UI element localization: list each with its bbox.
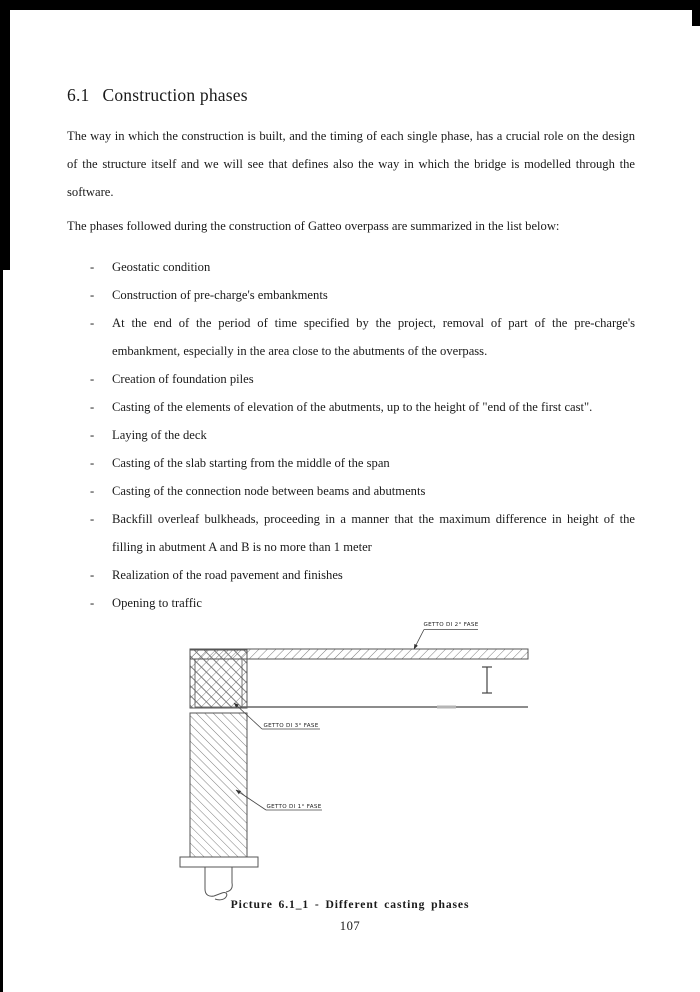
intro-paragraph: The way in which the construction is built, and the timing of each single phase, has a crucial role on the design of the structure itself and we will see that defines also the way in which the bridge is modelled through the software. <box>67 129 635 199</box>
figure-caption: Picture 6.1_1 - Different casting phases <box>230 898 470 911</box>
list-item-text: Opening to traffic <box>112 596 202 610</box>
list-bullet: - <box>90 372 95 386</box>
callout-3rd-phase-label: GETTO DI 3° FASE <box>263 723 319 729</box>
callout-1st-phase-label: GETTO DI 1° FASE <box>266 804 322 810</box>
list-item-text: Laying of the deck <box>112 428 207 442</box>
list-item <box>67 281 635 309</box>
list-item-text: Creation of foundation piles <box>112 372 254 386</box>
list-bullet: - <box>90 568 95 582</box>
list-item <box>67 365 635 393</box>
list-item <box>67 477 635 505</box>
section-title: Construction phases <box>102 85 248 105</box>
list-bullet: - <box>90 316 95 330</box>
list-bullet: - <box>90 456 95 470</box>
i-beam-icon <box>482 667 492 693</box>
pile-break-symbol <box>205 867 232 900</box>
list-bullet: - <box>90 428 95 442</box>
list-item <box>67 421 635 449</box>
callout-1st-phase <box>236 790 322 810</box>
construction-phases-list <box>67 253 635 617</box>
section-heading <box>67 85 635 105</box>
list-bullet: - <box>90 512 95 526</box>
list-item <box>67 393 635 421</box>
page-content <box>67 85 635 617</box>
list-lead-paragraph: The phases followed during the construction of Gatteo overpass are summarized in the list below: <box>67 219 560 233</box>
list-item <box>67 309 635 365</box>
page-number: 107 <box>339 919 361 933</box>
list-item-text: Backfill overleaf bulkheads, proceeding in a manner that the maximum difference in height of the filling in abutment A and B is no more than 1 meter <box>112 512 635 554</box>
list-bullet: - <box>90 260 95 274</box>
scan-border-left <box>0 0 3 992</box>
list-bullet: - <box>90 596 95 610</box>
list-bullet: - <box>90 288 95 302</box>
list-bullet: - <box>90 400 95 414</box>
casting-phases-drawing <box>174 615 534 907</box>
list-item-text: Geostatic condition <box>112 260 211 274</box>
list-item <box>67 253 635 281</box>
list-item-text: Realization of the road pavement and finishes <box>112 568 343 582</box>
footing-plate <box>180 857 258 867</box>
list-item-text: Casting of the connection node between beams and abutments <box>112 484 426 498</box>
list-item-text: Casting of the elements of elevation of the abutments, up to the height of "end of the first cast". <box>112 400 593 414</box>
list-bullet: - <box>90 484 95 498</box>
wall-1st-phase <box>190 713 247 857</box>
list-item <box>67 449 635 477</box>
list-item <box>67 561 635 589</box>
callout-2nd-phase-label: GETTO DI 2° FASE <box>423 622 479 628</box>
section-number: 6.1 <box>67 85 90 105</box>
list-item <box>67 589 635 617</box>
list-item <box>67 505 635 561</box>
scan-border-right <box>692 0 700 26</box>
list-item-text: Construction of pre-charge's embankments <box>112 288 328 302</box>
list-item-text: Casting of the slab starting from the middle of the span <box>112 456 390 470</box>
list-item-text: At the end of the period of time specified by the project, removal of part of the pre-charge's embankment, especially in the area close to the abutments of the overpass. <box>112 316 635 358</box>
scan-border-top <box>0 0 700 10</box>
callout-2nd-phase <box>414 622 479 649</box>
